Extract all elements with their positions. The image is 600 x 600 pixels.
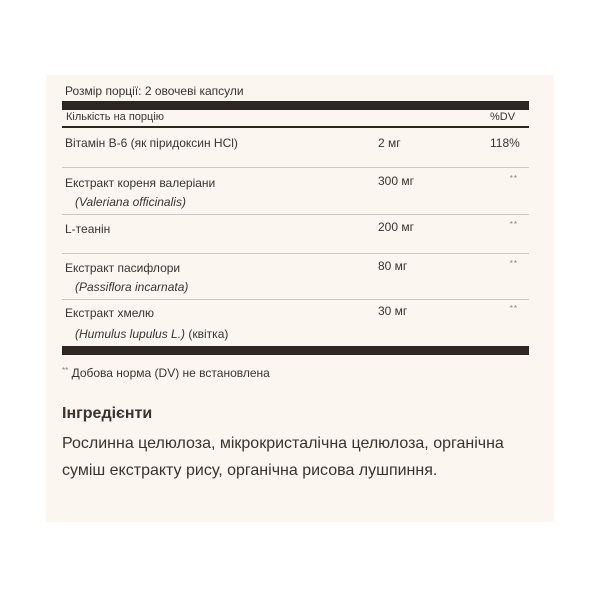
nutrient-amount: 200 мг <box>378 220 414 234</box>
nutrient-amount: 2 мг <box>378 136 401 150</box>
ingredients-text: Рослинна целюлоза, мікрокристалічна целюлоза, органічна суміш екстракту рису, органічна рисова лушпиння. <box>62 435 504 479</box>
nutrient-name: L-теанін <box>65 222 111 236</box>
daily-value-header: %DV <box>490 111 516 123</box>
nutrient-name: Екстракт хмелю <box>65 306 154 320</box>
row-divider <box>62 214 529 215</box>
ingredients-title: Інгредієнти <box>62 405 153 422</box>
bottom-thick-rule <box>62 346 529 355</box>
footnote <box>62 366 270 380</box>
footnote-mark: ** <box>62 366 69 375</box>
top-thick-rule <box>62 101 529 110</box>
header-rule <box>62 126 529 128</box>
amount-per-serving-header: Кількість на порцію <box>66 111 165 123</box>
nutrient-latin-name: (Passiflora incarnata) <box>75 280 189 294</box>
serving-size: Розмір порції: 2 овочеві капсули <box>65 84 244 98</box>
nutrient-name: Вітамін В-6 (як піридоксин HCl) <box>65 136 238 150</box>
nutrient-amount: 80 мг <box>378 259 408 273</box>
row-divider <box>62 167 529 168</box>
row-divider <box>62 299 529 300</box>
row-divider <box>62 253 529 254</box>
nutrient-amount: 300 мг <box>378 174 414 188</box>
nutrient-latin-name: (Humulus lupulus L.) (квітка) <box>75 327 229 341</box>
nutrient-dv: 118% <box>490 136 520 150</box>
nutrient-dv: ** <box>509 174 518 183</box>
footnote-text: Добова норма (DV) не встановлена <box>71 366 270 380</box>
nutrient-name: Екстракт кореня валеріани <box>65 176 216 190</box>
nutrient-dv: ** <box>509 220 518 229</box>
nutrient-name: Екстракт пасифлори <box>65 261 181 275</box>
nutrient-amount: 30 мг <box>378 304 408 318</box>
nutrient-latin-name: (Valeriana officinalis) <box>75 195 186 209</box>
nutrient-dv: ** <box>509 304 518 313</box>
nutrient-dv: ** <box>509 259 518 268</box>
